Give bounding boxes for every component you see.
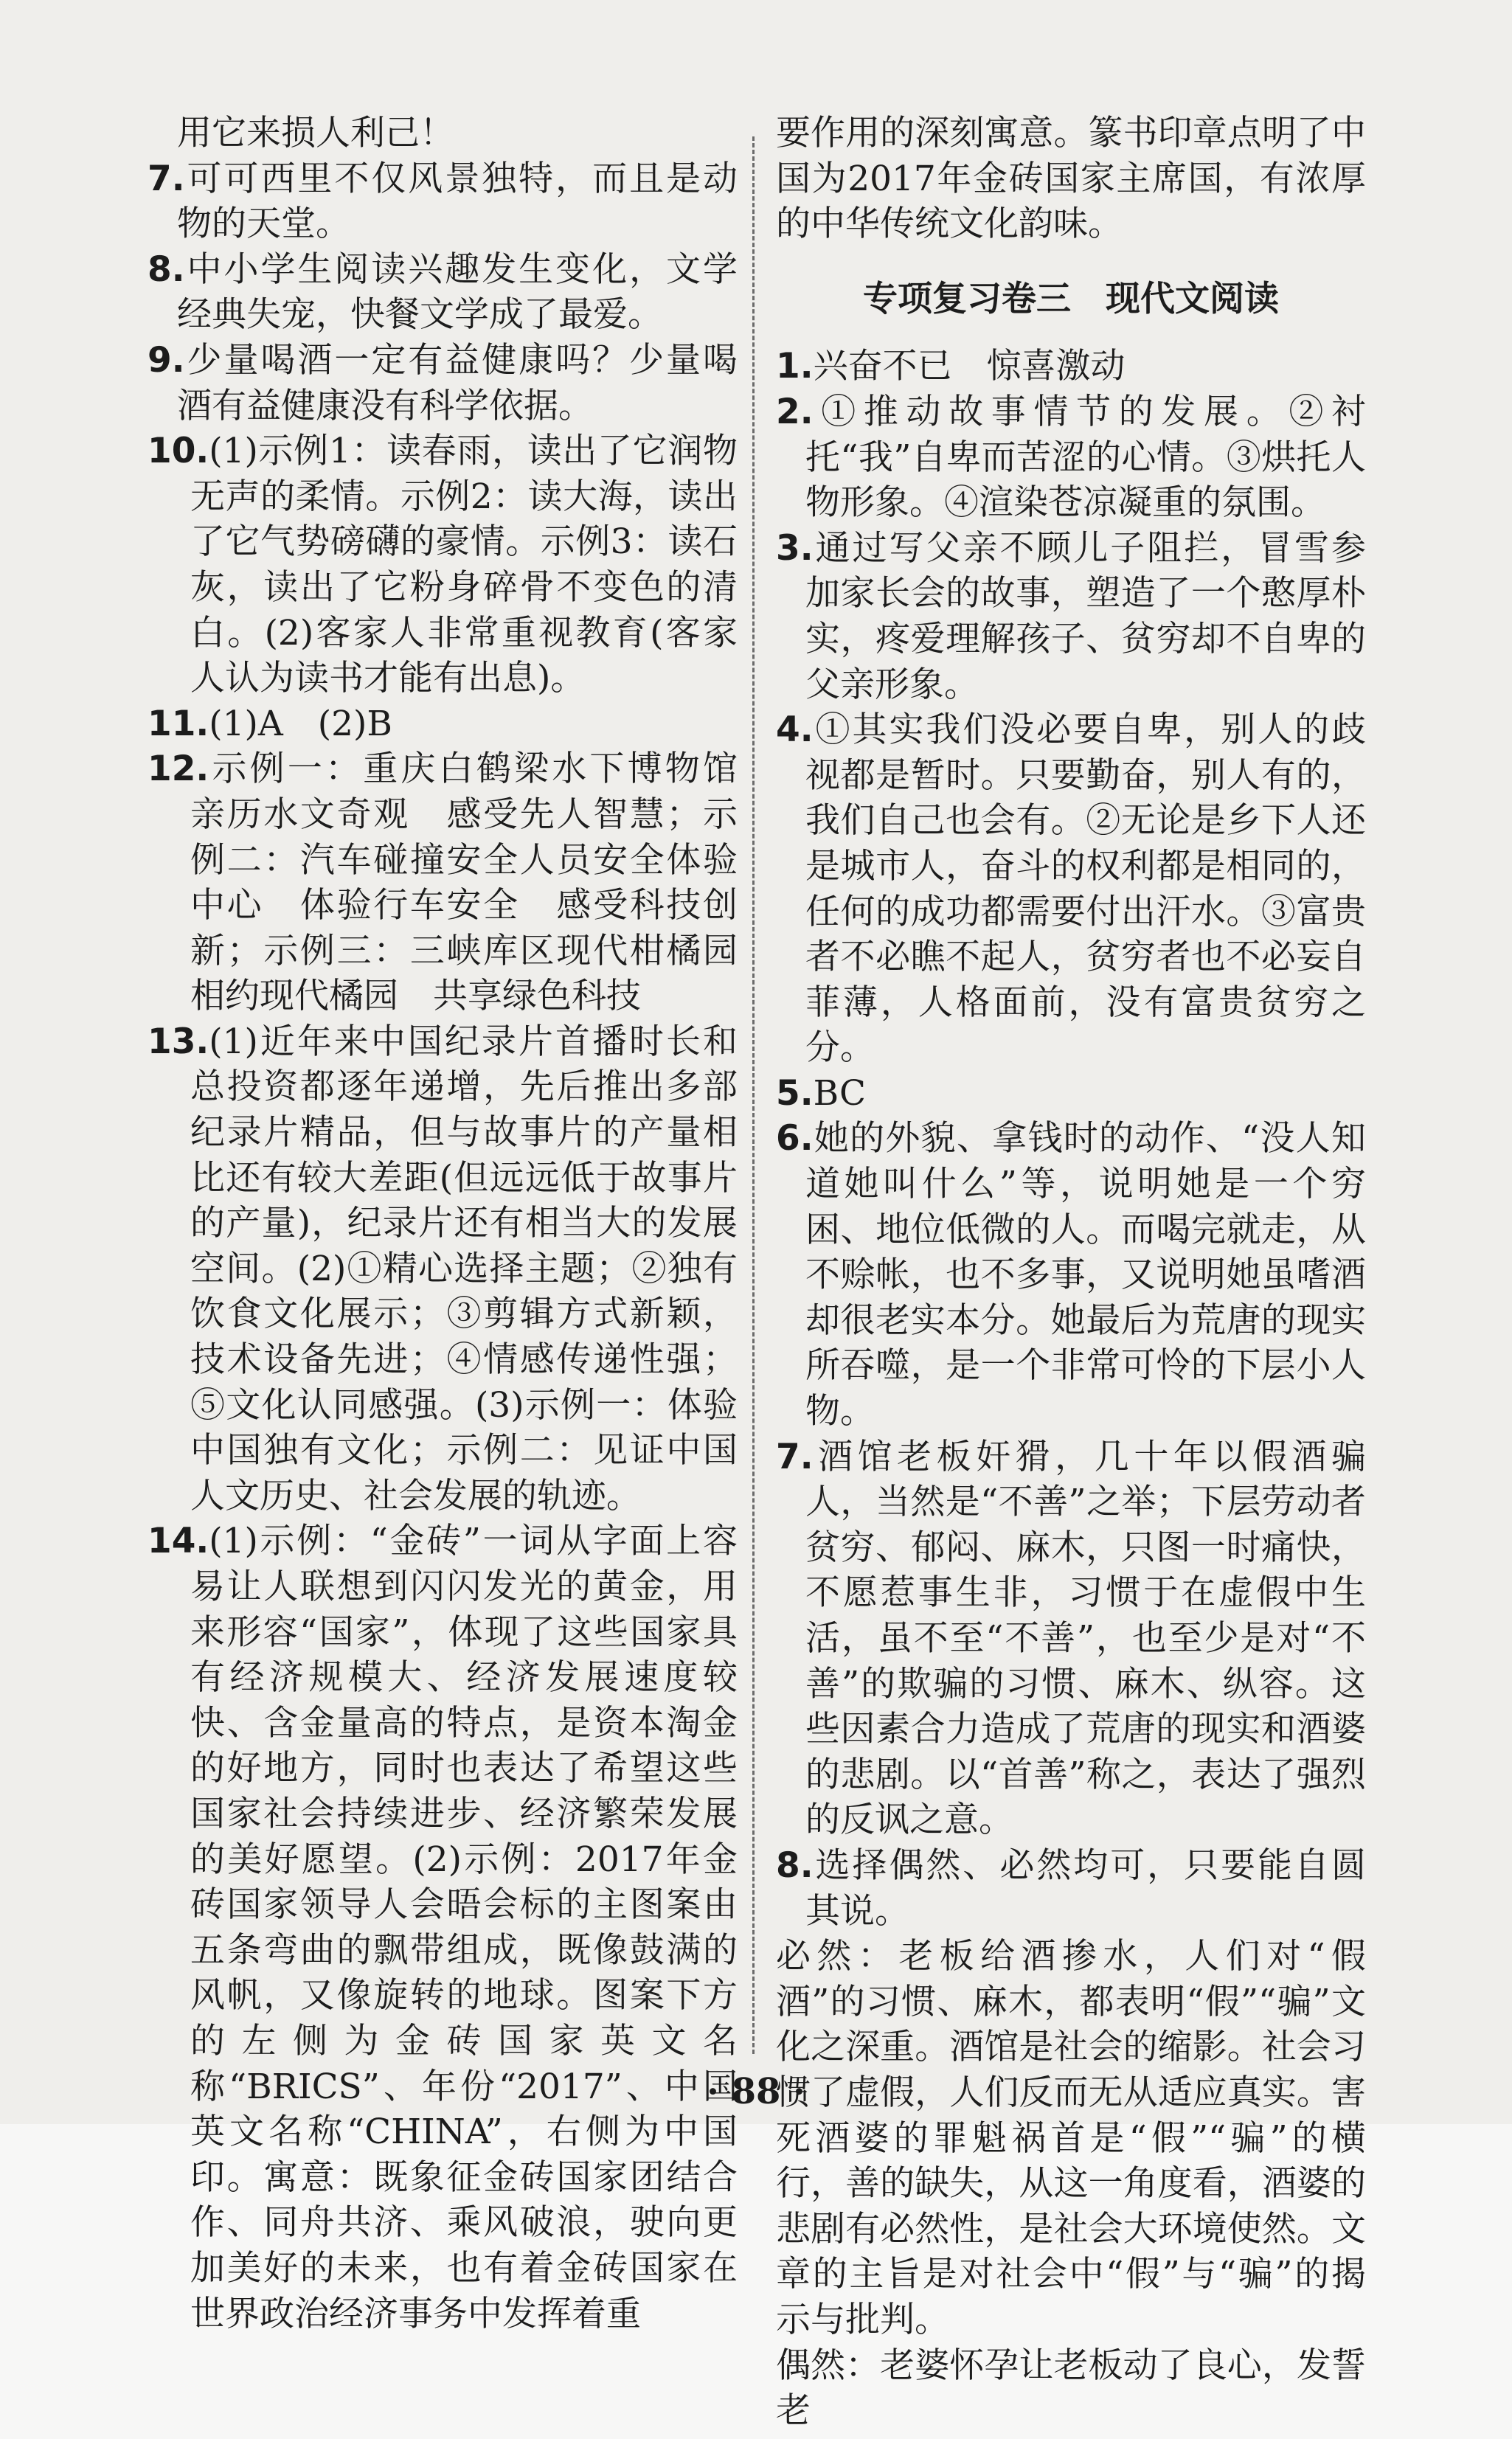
answer-item bbox=[148, 701, 738, 747]
answer-text: 示例一：重庆白鹤梁水下博物馆 亲历水文奇观 感受先人智慧；示例二：汽车碰撞安全人员安全体验中心 体验行车安全 感受科技创新；示例三：三峡库区现代柑橘园 相约现代橘园 共享绿色科技 bbox=[190, 749, 772, 1017]
answer-text: (1)近年来中国纪录片首播时长和总投资都逐年递增，先后推出多部纪录片精品，但与故事片的产量相比还有较大差距(但远远低于故事片的产量)，纪录片还有相当大的发展空间。(2)①精心选择主题；②独有饮食文化展示；③剪辑方式新颖，技术设备先进；④情感传递性强；⑤文化认同感强。(3)示例一：体验中国独有文化；示例二：见证中国人文历史、社会发展的轨迹。 bbox=[190, 1021, 738, 1516]
answer-item bbox=[148, 429, 738, 701]
answer-text: (1)示例：“金砖”一词从字面上容易让人联想到闪闪发光的黄金，用来形容“国家”，体现了这些国家具有经济规模大、经济发展速度较快、含金量高的特点，是资本淘金的好地方，同时也表达了希望这些国家社会持续进步、经济繁荣发展的美好愿望。(2)示例：2017年金砖国家领导人会晤会标的主图案由五条弯曲的飘带组成，既像鼓满的风帆，又像旋转的地球。图案下方的左侧为金砖国家英文名称“BRICS”、年份“2017”、中国英文名称“CHINA”，右侧为中国印。寓意：既象征金砖国家团结合作、同舟共济、乘风破浪，驶向更加美好的未来，也有着金砖国家在世界政治经济事务中发挥着重 bbox=[190, 1521, 738, 2334]
answer-item bbox=[776, 707, 1366, 1071]
answer-item bbox=[776, 1843, 1366, 1934]
answer-text: (1)A (2)B bbox=[209, 703, 392, 744]
answer-number: 14. bbox=[148, 1521, 209, 1562]
answer-text: ①其实我们没必要自卑，别人的歧视都是暂时。只要勤奋，别人有的，我们自己也会有。②无论是乡下人还是城市人，奋斗的权利都是相同的，任何的成功都需要付出汗水。③富贵者不必瞧不起人，贫穷者也不必妄自菲薄，人格面前，没有富贵贫穷之分。 bbox=[805, 710, 1366, 1069]
answer-paragraph: 偶然：老婆怀孕让老板动了良心，发誓老 bbox=[776, 2345, 1366, 2432]
answer-number: 12. bbox=[148, 749, 209, 790]
answer-item bbox=[148, 156, 738, 247]
answer-text: 酒馆老板奸猾，几十年以假酒骗人，当然是“不善”之举；下层劳动者贫穷、郁闷、麻木，只图一时痛快，不愿惹事生非，习惯于在虚假中生活，虽不至“不善”，也至少是对“不善”的欺骗的习惯、麻木、纵容。这些因素合力造成了荒唐的现实和酒婆的悲剧。以“首善”称之，表达了强烈的反讽之意。 bbox=[805, 1436, 1366, 1841]
answer-item bbox=[148, 338, 738, 429]
answer-number: 3. bbox=[776, 527, 814, 569]
answer-text: 少量喝酒一定有益健康吗？少量喝酒有益健康没有科学依据。 bbox=[177, 339, 738, 426]
answer-text: BC bbox=[813, 1072, 866, 1114]
answer-item bbox=[148, 247, 738, 338]
answer-text: 中小学生阅读兴趣发生变化，文学经典失宠，快餐文学成了最爱。 bbox=[177, 249, 738, 336]
answer-item bbox=[148, 1519, 738, 2336]
answer-number: 7. bbox=[148, 158, 185, 199]
answer-item bbox=[776, 526, 1366, 707]
page-number: · 88 · bbox=[707, 2071, 805, 2112]
answer-item bbox=[148, 746, 772, 1019]
answer-number: 4. bbox=[776, 710, 814, 751]
answer-item bbox=[776, 1434, 1366, 1843]
answer-number: 13. bbox=[148, 1021, 209, 1062]
answer-number: 9. bbox=[148, 339, 185, 381]
answer-item bbox=[776, 1071, 1366, 1117]
answer-text: 兴奋不已 惊喜激动 bbox=[813, 346, 1126, 387]
answer-text: 她的外貌、拿钱时的动作、“没人知道她叫什么”等，说明她是一个穷困、地位低微的人。而喝完就走，从不赊帐，也不多事，又说明她虽嗜酒却很老实本分。她最后为荒唐的现实所吞噬，是一个非常可怜的下层小人物。 bbox=[805, 1118, 1366, 1432]
answer-paragraph: 必然：老板给酒掺水，人们对“假酒”的习惯、麻木，都表明“假”“骗”文化之深重。酒馆是社会的缩影。社会习惯了虚假，人们反而无从适应真实。害死酒婆的罪魁祸首是“假”“骗”的横行，善的缺失，从这一角度看，酒婆的悲剧有必然性，是社会大环境使然。文章的主旨是对社会中“假”与“骗”的揭示与批判。 bbox=[776, 1936, 1366, 2340]
answer-number: 6. bbox=[776, 1118, 814, 1159]
answer-number: 1. bbox=[776, 346, 814, 387]
answer-text: 可可西里不仅风景独特，而且是动物的天堂。 bbox=[177, 158, 738, 245]
answer-item bbox=[148, 111, 738, 156]
answer-text: (1)示例1：读春雨，读出了它润物无声的柔情。示例2：读大海，读出了它气势磅礴的豪情。示例3：读石灰，读出了它粉身碎骨不变色的清白。(2)客家人非常重视教育(客家人认为读书才能有出息)。 bbox=[190, 431, 738, 699]
answer-text: 用它来损人利己！ bbox=[177, 113, 454, 153]
answer-number: 8. bbox=[148, 249, 185, 290]
answer-number: 10. bbox=[148, 431, 209, 472]
answer-text: ①推动故事情节的发展。②衬托“我”自卑而苦涩的心情。③烘托人物形象。④渲染苍凉凝重的氛围。 bbox=[805, 391, 1366, 524]
answer-item bbox=[776, 389, 1366, 526]
answer-text: 选择偶然、必然均可，只要能自圆其说。 bbox=[805, 1845, 1366, 1932]
section-title: 专项复习卷三 现代文阅读 bbox=[863, 278, 1279, 319]
answer-continuation: 要作用的深刻寓意。篆书印章点明了中国为2017年金砖国家主席国，有浓厚的中华传统文化韵味。 bbox=[776, 113, 1366, 245]
answer-number: 8. bbox=[776, 1845, 814, 1886]
answer-number: 5. bbox=[776, 1072, 814, 1114]
answer-number: 7. bbox=[776, 1436, 814, 1477]
answer-item bbox=[148, 1019, 738, 1519]
answer-text: 通过写父亲不顾儿子阻拦，冒雪参加家长会的故事，塑造了一个憨厚朴实，疼爱理解孩子、贫穷却不自卑的父亲形象。 bbox=[805, 527, 1366, 705]
column-divider bbox=[752, 136, 755, 2054]
answer-item bbox=[776, 344, 1366, 389]
answer-number: 11. bbox=[148, 703, 209, 744]
answer-item bbox=[776, 1116, 1366, 1434]
answer-number: 2. bbox=[776, 391, 814, 432]
